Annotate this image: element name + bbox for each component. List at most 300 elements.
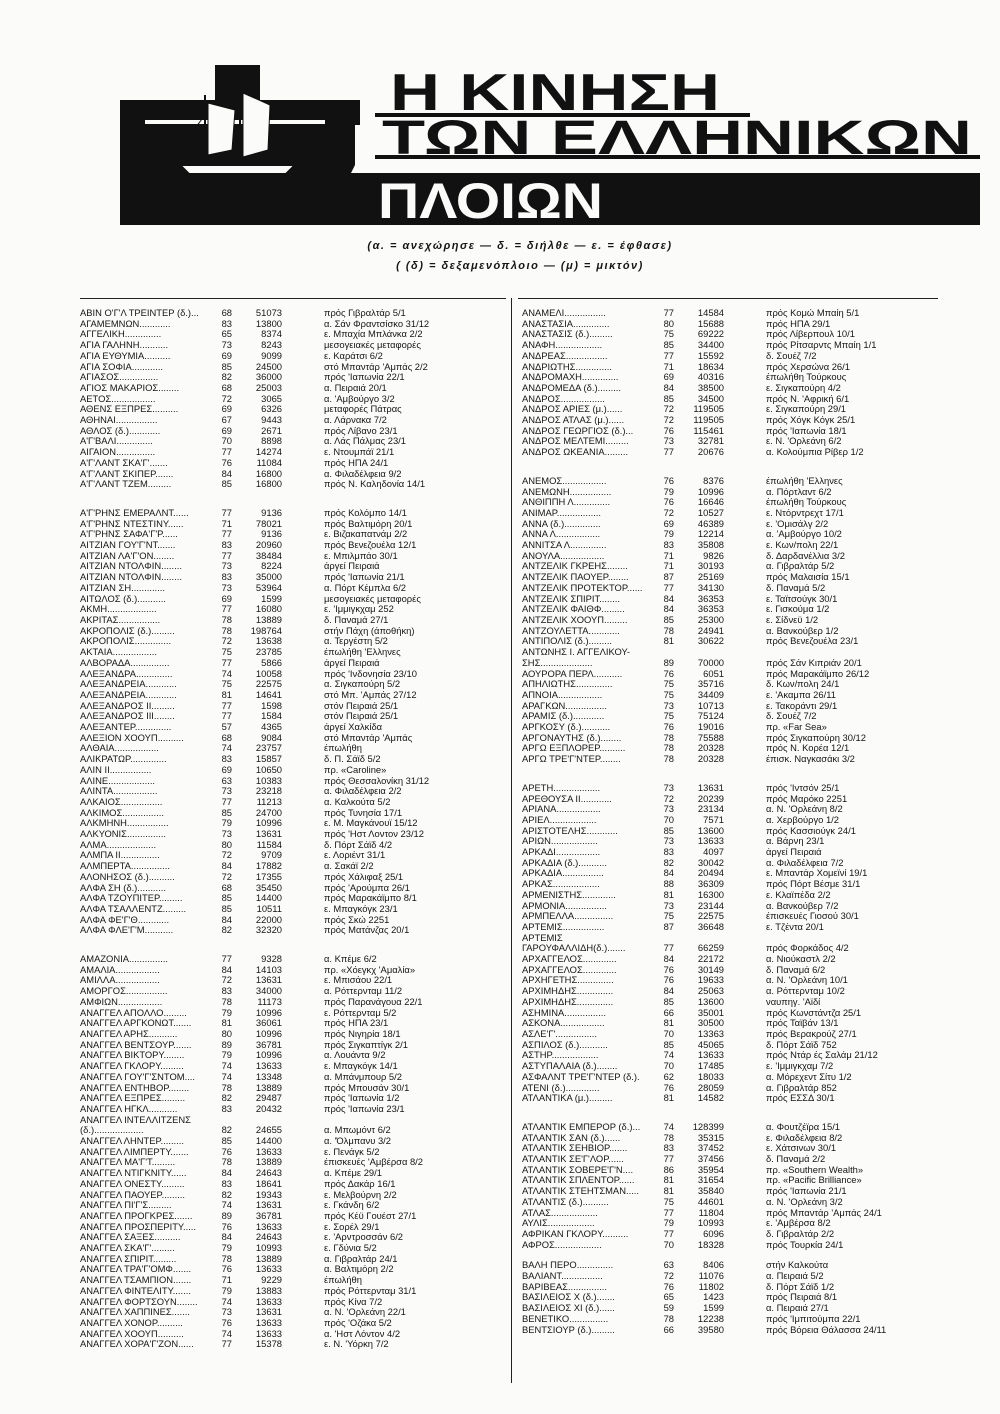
ship-entry: [522, 426, 942, 437]
build-year: 71: [663, 560, 674, 572]
status: πρός Ματάνζας 20/1: [324, 925, 410, 936]
ship-entry: [522, 690, 942, 701]
status: ε. 'Ομισάλγ 2/2: [766, 518, 829, 529]
tonnage: 34500: [697, 392, 724, 404]
build-year: 76: [221, 1145, 232, 1157]
ship-name: ΑΙΤΩΛΟΣ (δ.)...........: [80, 593, 166, 604]
tonnage: 17485: [697, 1060, 724, 1072]
build-year: 77: [663, 581, 674, 593]
build-year: 69: [221, 424, 232, 436]
ship-name: ΑΝΑΓΓΕΛ ΒΕΝΤΣΟΥΡ.......: [80, 1039, 192, 1050]
build-year: 78: [221, 1252, 232, 1264]
status: ναυπηγ. 'Αϊδί: [766, 996, 821, 1007]
status: πρ. «Χόεγκχ 'Αμαλία»: [324, 964, 416, 975]
status: πρός Κολόμπο 14/1: [324, 507, 407, 518]
ship-name: ΑΝΤΖΕΛΙΚ ΠΡΟΤΕΚΤΟΡ......: [522, 582, 643, 593]
tonnage: 14641: [255, 688, 282, 700]
ship-entry: [80, 1264, 500, 1275]
ship-entry: [80, 551, 500, 562]
ship-name: ΒΕΝΤΣΙΟΥΡ (δ.).........: [522, 1324, 615, 1335]
tonnage: 35000: [255, 571, 282, 583]
tonnage: 35954: [697, 1163, 724, 1175]
build-year: 84: [663, 953, 674, 965]
ship-entry: [522, 329, 942, 340]
tonnage: 22575: [255, 678, 282, 690]
ship-name: ΑΝΝΙΤΣΑ Λ..............: [522, 540, 607, 551]
status: έπισκευές 'Αμβέρσα 8/2: [324, 1157, 424, 1168]
tonnage: 20239: [697, 792, 724, 804]
ship-entry: [522, 826, 942, 837]
build-year: 77: [221, 953, 232, 965]
tonnage: 36781: [255, 1038, 282, 1050]
build-year: 73: [221, 828, 232, 840]
ship-name: ΑΝΝΑ (δ.)..............: [522, 518, 601, 529]
build-year: 77: [221, 1338, 232, 1350]
status: ε. Βιζακαπατνάμ 2/2: [324, 529, 408, 540]
ship-name: Α'Γ'ΛΑΝΤ ΤΖΕΜ.........: [80, 479, 172, 490]
tonnage: 13800: [255, 317, 282, 329]
tonnage: 69222: [697, 328, 724, 340]
status: πρός 'Ιμπιτούμπα 22/1: [766, 1313, 861, 1324]
status: πρ. «Southern Wealth»: [766, 1164, 864, 1175]
status: δ. Παναμά 27/1: [324, 614, 389, 625]
status: ε. Γισκούμα 1/2: [766, 604, 830, 615]
ship-entry: [80, 329, 500, 340]
build-year: 72: [663, 1270, 674, 1282]
ship-entry: [522, 1186, 942, 1197]
status: πρός Σάν Κιπριάν 20/1: [766, 657, 862, 668]
ship-name: ΑΡΧΙΜΗΔΗΣ..............: [522, 986, 614, 997]
ship-entry: [522, 529, 942, 540]
build-year: 77: [221, 699, 232, 711]
ship-block: [522, 308, 942, 458]
ship-name: ΑΡΓΩ ΕΞΠΛΟΡΕΡ..........: [522, 743, 626, 754]
ship-entry: [80, 658, 500, 669]
tonnage: 31654: [697, 1174, 724, 1186]
tonnage: 9328: [261, 953, 282, 965]
ship-entry: [80, 436, 500, 447]
ship-name: ΑΘΕΝΣ ΕΞΠΡΕΣ..........: [80, 404, 179, 415]
ship-name: ΑΡΧΗΓΕΤΗΣ..............: [522, 975, 614, 986]
build-year: 78: [221, 613, 232, 625]
status: πρ. «Pacific Brilliance»: [766, 1175, 862, 1186]
ship-name: ΑΛΕΞΑΝΔΡΕΙΑ............: [80, 679, 177, 690]
build-year: 81: [663, 635, 674, 647]
ship-name: ΑΝΑΓΓΕΛ ΗΓΚΛ...........: [80, 1103, 178, 1114]
build-year: 78: [663, 624, 674, 636]
tonnage: 6326: [261, 403, 282, 415]
build-year: 77: [221, 446, 232, 458]
ship-entry: [80, 965, 500, 976]
status: α. Γιβραλτάρ 5/2: [766, 561, 835, 572]
build-year: 76: [663, 424, 674, 436]
ship-entry: [80, 308, 500, 319]
ship-name: ΑΤΛΑΝΤΙΚ ΣΠΛΕΝΤΟΡ......: [522, 1175, 635, 1186]
build-year: 74: [663, 1120, 674, 1132]
build-year: 72: [221, 974, 232, 986]
tonnage: 36353: [697, 603, 724, 615]
ship-entry: [80, 394, 500, 405]
ship-entry: [522, 1122, 942, 1133]
build-year: 77: [221, 528, 232, 540]
ship-name: ΑΛΚΜΗΝΗ................: [80, 818, 169, 829]
ship-entry: [522, 794, 942, 805]
build-year: 75: [663, 688, 674, 700]
build-year: 76: [663, 1081, 674, 1093]
ship-entry: [80, 404, 500, 415]
status: α. Πειραιά 5/2: [766, 1271, 824, 1282]
status: α. Μπάνμπουρ 5/2: [324, 1071, 402, 1082]
tonnage: 8374: [261, 328, 282, 340]
ship-name: ΑΤΛΑΝΤΙΣ (δ.)..........: [522, 1196, 609, 1207]
status: πρός Κασσιούγκ 24/1: [766, 825, 856, 836]
ship-name: ΑΤΛΑΝΤΙΚ ΣΑΝ (δ.)......: [522, 1132, 621, 1143]
tonnage: 23785: [255, 646, 282, 658]
status: μεταφορές Πάτρας: [324, 404, 402, 415]
status: πρός Μπαντάρ 'Αμπάς 24/1: [766, 1207, 882, 1218]
tonnage: 78021: [255, 517, 282, 529]
status: ε. Χάτσινων 30/1: [766, 1143, 837, 1154]
ship-name: ΑΡΤΕΜΙΣ................: [522, 921, 605, 932]
tonnage: 22575: [697, 910, 724, 922]
title-line-3: ΠΛΟΙΩΝ: [378, 173, 603, 229]
ship-entry: [80, 1136, 500, 1147]
status: πρός Βόρεια Θάλασσα 24/11: [766, 1324, 887, 1335]
build-year: 83: [221, 317, 232, 329]
ship-name: ΑΛΟΝΗΣΟΣ (δ.)..........: [80, 871, 175, 882]
tonnage: 9084: [261, 731, 282, 743]
ship-entry: [80, 415, 500, 426]
ship-name: ΑΤΛΑΝΤΙΚ ΣΕ'Γ'ΛΟΡ......: [522, 1154, 624, 1165]
ship-name: ΑΝΟΥΛΑ.................: [522, 550, 605, 561]
status: πρός 'Ιντσόν 25/1: [766, 782, 840, 793]
build-year: 84: [221, 1167, 232, 1179]
ship-entry: [522, 487, 942, 498]
ship-entry: [80, 1339, 500, 1350]
status: πρός 'Ιαπωνία 1/2: [324, 1093, 400, 1104]
status: ε. Σιγκαπούρη 4/2: [766, 382, 841, 393]
build-year: 85: [221, 892, 232, 904]
status: ε. Μπαχία Μπλάνκα 2/2: [324, 329, 423, 340]
build-year: 82: [221, 371, 232, 383]
tonnage: 37452: [697, 1142, 724, 1154]
ship-entry: [522, 1271, 942, 1282]
ship-entry: [522, 404, 942, 415]
ship-entry: [522, 722, 942, 733]
tonnage: 13633: [255, 1060, 282, 1072]
ship-name: ΑΤΛΑΝΤΙΚ ΣΤΕΗΤΣΜΑΝ.....: [522, 1186, 639, 1197]
ship-name: ΑΝΑΓΓΕΛ ΓΚΛΟΡΥ.........: [80, 1061, 184, 1072]
build-year: 74: [221, 1199, 232, 1211]
build-year: 84: [221, 860, 232, 872]
tonnage: 119505: [693, 414, 724, 426]
status: πρ. «Caroline»: [324, 764, 387, 775]
status: πρός Χόγκ Κόγκ 25/1: [766, 415, 856, 426]
ship-name: ΑΝΤΖΕΛΙΚ ΣΠΙΡΙΤ........: [522, 593, 621, 604]
build-year: 66: [663, 1006, 674, 1018]
status: ε. Ρόττερνταμ 5/2: [324, 1007, 397, 1018]
ship-block: [522, 476, 942, 765]
ship-name: ΑΝΑΓΓΕΛ ΛΙΜΠΕΡΤΥ.......: [80, 1146, 189, 1157]
status: α. Ν. 'Ορλεάνη 22/1: [324, 1307, 406, 1318]
build-year: 83: [221, 1102, 232, 1114]
status: πρός Ντάρ ές Σαλάμ 21/12: [766, 1050, 878, 1061]
tonnage: 13631: [255, 1306, 282, 1318]
build-year: 77: [663, 446, 674, 458]
ship-name: ΑΝΑΓΓΕΛ ΠΡΟΣΠΕΡΙΤΥ.....: [80, 1221, 196, 1232]
tonnage: 10058: [255, 667, 282, 679]
tonnage: 13633: [255, 1220, 282, 1232]
status: πρός ΗΠΑ 23/1: [324, 1018, 389, 1029]
build-year: 84: [663, 381, 674, 393]
status: δ. Γιβραλτάρ 2/2: [766, 1228, 835, 1239]
tonnage: 4365: [261, 721, 282, 733]
ship-name: Α'Γ'ΡΗΝΣ ΣΑΦΑ'Γ'Ρ......: [80, 529, 178, 540]
ship-entry: [80, 426, 500, 437]
status: πρός 'Ιαπωνία 18/1: [766, 425, 847, 436]
ship-name: ΑΝΑΓΓΕΛ ΓΟΥ'Γ'ΣΝΤΟΜ....: [80, 1071, 195, 1082]
ship-name: ΑΚΡΟΠΟΛΙΣ..............: [80, 636, 172, 647]
status: α. Πόρτλαντ 6/2: [766, 486, 832, 497]
ship-entry: [80, 1232, 500, 1243]
ship-entry: [80, 1050, 500, 1061]
tonnage: 66259: [697, 942, 724, 954]
tonnage: 8898: [261, 435, 282, 447]
ship-entry: [80, 1254, 500, 1265]
ship-entry: [80, 362, 500, 373]
ship-name: ΑΓΑΜΕΜΝΩΝ............: [80, 318, 171, 329]
ship-entry: [80, 1222, 500, 1233]
status: ε. 'Ιμμιγκχαμ 7/2: [766, 1061, 834, 1072]
ship-name: ΑΝΑΣΤΑΣΙΑ..............: [522, 318, 610, 329]
ship-name: ΑΤΛΑΝΤΙΚ ΣΕΗΒΙΟΡ.......: [522, 1143, 628, 1154]
ship-name: Α'Γ'ΡΗΝΣ ΕΜΕΡΑΛΝΤ......: [80, 507, 189, 518]
ship-block: [522, 1260, 942, 1335]
ship-entry: [522, 658, 942, 669]
status: α. Ρόττερνταμ 10/2: [766, 986, 845, 997]
build-year: 83: [221, 753, 232, 765]
tonnage: 25003: [255, 381, 282, 393]
ship-entry: [80, 765, 500, 776]
status: α. Μόρεχεντ Σίτυ 1/2: [766, 1071, 852, 1082]
ship-entry: [80, 893, 500, 904]
ship-entry: [80, 701, 500, 712]
status: α. Πόρτ Κέμπλα 6/2: [324, 582, 407, 593]
build-year: 74: [221, 1070, 232, 1082]
build-year: 68: [221, 381, 232, 393]
ship-name: Α'Γ'ΡΗΝΣ ΝΤΕΣΤΙΝΥ......: [80, 518, 184, 529]
build-year: 74: [221, 1295, 232, 1307]
ship-name: ΑΝΕΜΩΝΗ................: [522, 486, 612, 497]
status: δ. Π. Σάϊδ 5/2: [324, 754, 381, 765]
status: α. 'Ηστ Λόντον 4/2: [324, 1328, 401, 1339]
build-year: 83: [221, 1177, 232, 1189]
ship-entry: [80, 615, 500, 626]
ship-name: ΑΝΔΡΟΣ.................: [522, 393, 605, 404]
build-year: 74: [663, 1049, 674, 1061]
status: ε. Πενάγκ 5/2: [324, 1146, 380, 1157]
ship-name: ΑΡΓΟΝΑΥΤΗΣ (δ.)........: [522, 732, 622, 743]
build-year: 80: [663, 317, 674, 329]
top-rule-right: [518, 298, 938, 299]
status: μεσογειακές μεταφορές: [324, 340, 421, 351]
status: έπισκ. Ναγκασάκι 3/2: [766, 754, 855, 765]
ship-entry: [80, 447, 500, 458]
ship-entry: [80, 776, 500, 787]
ship-name: ΑΤΛΑΣ..................: [522, 1207, 598, 1218]
ship-entry: [522, 497, 942, 508]
ship-name: ΑΛΚΙΜΟΣ................: [80, 807, 164, 818]
status: ε. Γδύνια 5/2: [324, 1243, 377, 1254]
build-year: 73: [221, 785, 232, 797]
ship-name: (δ.)...................: [80, 1125, 144, 1136]
ship-entry: [522, 1165, 942, 1176]
ship-name: ΑΝΙΜΑΡ.................: [522, 507, 602, 518]
ship-name: ΒΑΣΙΛΕΙΟΣ Χ (δ.).......: [522, 1292, 615, 1303]
ship-entry: [522, 1314, 942, 1325]
build-year: 73: [663, 899, 674, 911]
tonnage: 128399: [692, 1120, 724, 1132]
ship-entry: [80, 540, 500, 551]
build-year: 78: [221, 624, 232, 636]
ship-name: ΑΚΤΑΙΑ.................: [80, 647, 157, 658]
tonnage: 20960: [255, 539, 282, 551]
build-year: 87: [663, 920, 674, 932]
ship-name: ΑΛΦΑ ΤΣΑΛΛΕΝΤΖ.........: [80, 903, 187, 914]
status: πρός 'Ιαπωνία 21/1: [766, 1186, 847, 1197]
ship-name: ΑΓΙΑ ΣΟΦΙΑ............: [80, 361, 164, 372]
build-year: 81: [663, 888, 674, 900]
status: έπωλήθη Τούρκους: [766, 372, 847, 383]
status: πρός Θεσσαλονίκη 31/12: [324, 775, 430, 786]
ship-entry: [522, 540, 942, 551]
ship-name: ΑΤΛΑΝΤΙΚ ΣΟΒΕΡΕ'Γ'Ν....: [522, 1164, 634, 1175]
ship-entry: [80, 818, 500, 829]
tonnage: 18641: [255, 1177, 282, 1189]
build-year: 85: [663, 1038, 674, 1050]
build-year: 70: [663, 1028, 674, 1039]
tonnage: 119505: [693, 403, 724, 415]
status: πρός ΗΠΑ 29/1: [766, 318, 831, 329]
ship-name: ΑΙΤΖΙΑΝ ΛΑ'Γ'ΟΝ........: [80, 550, 175, 561]
status: έπισκευές Γιοσού 30/1: [766, 911, 859, 922]
tonnage: 23144: [697, 899, 724, 911]
status: ε. 'Ιμμιγκχαμ 252: [324, 604, 394, 615]
tonnage: 36061: [255, 1017, 282, 1029]
ship-name: ΑΡΧΑΓΓΕΛΟΣ.............: [522, 964, 617, 975]
ship-entry: [80, 626, 500, 637]
ship-entry: [80, 1168, 500, 1179]
build-year: 72: [221, 392, 232, 404]
tonnage: 20494: [697, 867, 724, 879]
title-line-1: Η ΚΙΝΗΣΗ: [390, 64, 720, 122]
build-year: 82: [221, 1092, 232, 1104]
build-year: 81: [663, 1174, 674, 1186]
status: ε. Γκάνδη 6/2: [324, 1200, 380, 1211]
ship-name: ΑΡΚΑΔΙΑ................: [522, 868, 604, 879]
ship-entry: [80, 529, 500, 540]
status: [282, 1115, 500, 1126]
build-year: 78: [221, 1081, 232, 1093]
status: α. Πειραιά 27/1: [766, 1303, 829, 1314]
ship-entry: [80, 1018, 500, 1029]
tonnage: 75124: [697, 710, 724, 722]
ship-entry: [80, 1275, 500, 1286]
status: πρός Ν. Κορέα 12/1: [766, 743, 850, 754]
build-year: 74: [221, 1060, 232, 1072]
tonnage: 38484: [255, 549, 282, 561]
ship-name: ΑΥΛΙΣ..................: [522, 1218, 595, 1229]
ship-name: ΑΓΙΑ ΕΥΘΥΜΙΑ..........: [80, 350, 171, 361]
ship-name: ΑΜΙΛΛΑ.................: [80, 975, 160, 986]
status: στήν Καλκούτα: [766, 1260, 829, 1271]
build-year: 72: [663, 506, 674, 518]
tonnage: 10993: [697, 1217, 724, 1229]
ship-name: ΑΝΑΦΗ..................: [522, 340, 603, 351]
status: δ. Πόρτ Σάϊδ 752: [766, 1039, 837, 1050]
title-line-2: ΤΩΝ ΕΛΛΗΝΙΚΩΝ: [382, 112, 972, 165]
ship-name: ΑΙΤΖΙΑΝ ΝΤΟΛΦΙΝ........: [80, 561, 182, 572]
tonnage: 5866: [261, 656, 282, 668]
status: πρός Φορκάδος 4/2: [766, 943, 849, 954]
status: ε. Μελβούρνη 2/2: [324, 1189, 397, 1200]
ship-entry: [522, 890, 942, 901]
ship-entry: [80, 519, 500, 530]
status: α. Φιλαδέλφεια 9/2: [324, 468, 402, 479]
build-year: 76: [663, 1280, 674, 1292]
tonnage: 1599: [703, 1302, 724, 1314]
ship-name: ΒΑΛΙΑΝΤ................: [522, 1271, 603, 1282]
ship-entry: [80, 1061, 500, 1072]
tonnage: 35840: [697, 1185, 724, 1197]
ship-entry: [522, 1154, 942, 1165]
build-year: 73: [221, 339, 232, 351]
status: πρός 'Οζάκα 5/2: [324, 1317, 392, 1328]
ship-entry: [522, 754, 942, 765]
legend-line-1: (α. = ανεχώρησε — δ. = διήλθε — ε. = έφθασε): [367, 240, 673, 252]
ship-name: ΑΛΕΞΑΝΔΡΕΙΑ............: [80, 689, 177, 700]
status: α. Σιγκαπούρη 5/2: [324, 679, 401, 690]
ship-name: ΣΗΣ....................: [522, 657, 593, 668]
status: πρ. «Far Sea»: [766, 722, 827, 733]
ship-name: ΑΛΦΑ ΣΗ (δ.)...........: [80, 882, 166, 893]
status: πρός Σκώ 2251: [324, 914, 390, 925]
tonnage: 19633: [697, 974, 724, 986]
status: πρός Μαρόκο 2251: [766, 793, 848, 804]
build-year: 85: [221, 902, 232, 914]
ship-entry: [80, 883, 500, 894]
build-year: 75: [663, 678, 674, 690]
ship-name: ΑΛΦΑ ΤΖΟΥΠΙΤΕΡ.........: [80, 893, 183, 904]
status: πρός Ν. Καληδονία 14/1: [324, 479, 426, 490]
status: ε. Ταϊτσούγκ 30/1: [766, 593, 838, 604]
tonnage: 13631: [255, 974, 282, 986]
tonnage: 32320: [255, 924, 282, 936]
status: α. Βανκούβερ 7/2: [766, 900, 839, 911]
status: πρός Μαλαισία 15/1: [766, 572, 850, 583]
ship-entry: [522, 519, 942, 530]
ship-name: ΑΝΑΓΓΕΛ ΣΚΑ'Γ'.........: [80, 1243, 175, 1254]
tonnage: 13633: [697, 835, 724, 847]
ship-name: ΑΝΑΓΓΕΛ ΕΞΠΡΕΣ.........: [80, 1093, 186, 1104]
ship-name: ΑΛΜΠΑ II...............: [80, 850, 160, 861]
ship-entry: [522, 933, 942, 944]
ship-name: ΑΣΗΜΙΝΑ................: [522, 1007, 606, 1018]
build-year: 71: [663, 549, 674, 561]
ship-entry: [522, 733, 942, 744]
status: πρός Βερακρούζ 27/1: [766, 1029, 857, 1039]
tonnage: 24500: [255, 360, 282, 372]
